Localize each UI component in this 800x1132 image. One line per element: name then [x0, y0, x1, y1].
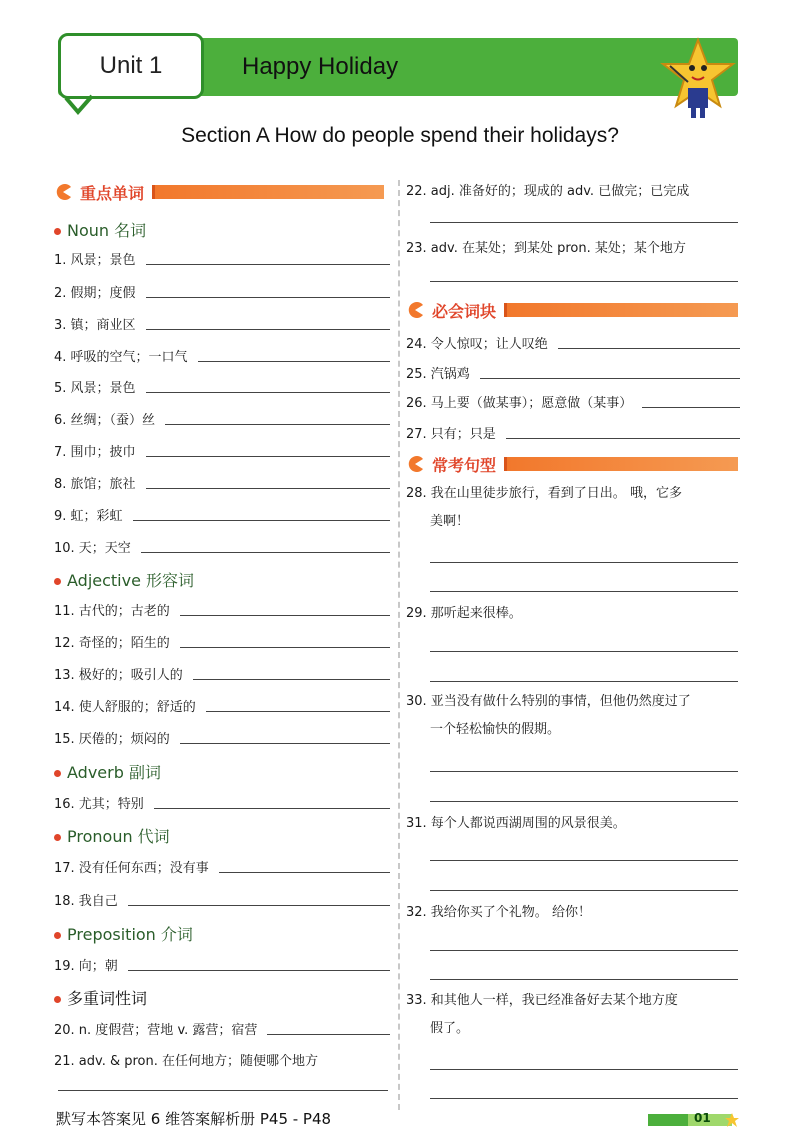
- answer-line: [430, 979, 738, 980]
- list-item: 4. 呼吸的空气；一口气: [54, 346, 390, 365]
- column-divider: [398, 180, 400, 1110]
- list-item: 13. 极好的；吸引人的: [54, 664, 390, 683]
- answer-line: [430, 281, 738, 282]
- answer-line: [430, 591, 738, 592]
- list-item: 3. 镇；商业区: [54, 314, 390, 333]
- list-item: 5. 风景；景色: [54, 377, 390, 396]
- pacman-icon: [406, 301, 424, 319]
- list-item: 23. adv. 在某处；到某处 pron. 某处；某个地方: [406, 241, 686, 256]
- list-item: 22. adj. 准备好的；现成的 adv. 已做完；已完成: [406, 184, 690, 199]
- answer-line: [430, 860, 738, 861]
- answer-line: [58, 1090, 388, 1091]
- heading-phrases: [406, 300, 738, 320]
- answer-line: [430, 681, 738, 682]
- list-item: 8. 旅馆；旅社: [54, 473, 390, 492]
- answer-line: [430, 1069, 738, 1070]
- answer-line: [430, 890, 738, 891]
- list-item: 27. 只有；只是: [406, 423, 740, 442]
- sentence-item: 33. 和其他人一样，我已经准备好去某个地方度 假了。: [406, 993, 678, 1036]
- answer-line: [430, 801, 738, 802]
- list-item: 19. 向；朝: [54, 955, 390, 974]
- unit-title: Happy Holiday: [242, 53, 399, 80]
- page-number: 01: [694, 1111, 711, 1125]
- list-item: 25. 汽锅鸡: [406, 363, 740, 382]
- answer-line: [430, 651, 738, 652]
- heading-bar: [504, 303, 738, 317]
- list-item: 18. 我自己: [54, 890, 390, 909]
- pos-adjective: Adjective 形容词: [54, 568, 194, 591]
- pos-noun: Noun 名词: [54, 218, 146, 241]
- list-item: 7. 围巾；披巾: [54, 441, 390, 460]
- heading-text: 重点单词: [80, 183, 145, 203]
- answer-line: [430, 950, 738, 951]
- sentence-item: 29. 那听起来很棒。: [406, 606, 522, 621]
- pos-pronoun: Pronoun 代词: [54, 824, 170, 847]
- heading-bar: [504, 457, 738, 471]
- heading-text: 常考句型: [432, 455, 497, 475]
- heading-key-words: [54, 182, 384, 202]
- list-item: 12. 奇怪的；陌生的: [54, 632, 390, 651]
- list-item: 17. 没有任何东西；没有事: [54, 857, 390, 876]
- answer-line: [430, 562, 738, 563]
- answer-line: [430, 1098, 738, 1099]
- check-notch-icon: [64, 94, 94, 116]
- pos-preposition: Preposition 介词: [54, 922, 193, 945]
- pacman-icon: [406, 455, 424, 473]
- section-title: Section A How do people spend their holidays?: [181, 124, 619, 147]
- heading-text: 必会词块: [432, 301, 497, 321]
- footer-note: 默写本答案见 6 维答案解析册 P45 - P48: [56, 1110, 332, 1128]
- pos-multi: 多重词性词: [54, 986, 147, 1009]
- list-item: 1. 风景；景色: [54, 249, 390, 268]
- unit-box: [58, 33, 204, 99]
- list-item: 21. adv. & pron. 在任何地方；随便哪个地方: [54, 1054, 319, 1069]
- sentence-item: 31. 每个人都说西湖周围的风景很美。: [406, 816, 626, 831]
- sentence-item: 30. 亚当没有做什么特别的事情，但他仍然度过了 一个轻松愉快的假期。: [406, 694, 691, 737]
- answer-line: [430, 222, 738, 223]
- list-item: 6. 丝绸；（蚕）丝: [54, 409, 390, 428]
- list-item: 11. 古代的；古老的: [54, 600, 390, 619]
- heading-bar: [152, 185, 384, 199]
- heading-sentences: [406, 454, 738, 474]
- star-mascot-icon: [658, 36, 738, 120]
- unit-label: Unit 1: [99, 52, 163, 79]
- list-item: 15. 厌倦的；烦闷的: [54, 728, 390, 747]
- pos-adverb: Adverb 副词: [54, 760, 161, 783]
- answer-line: [430, 771, 738, 772]
- pacman-icon: [54, 183, 72, 201]
- list-item: 24. 令人惊叹；让人叹绝: [406, 333, 740, 352]
- list-item: 10. 天；天空: [54, 537, 390, 556]
- list-item: 20. n. 度假营；营地 v. 露营；宿营: [54, 1019, 390, 1038]
- sentence-item: 32. 我给你买了个礼物。 给你！: [406, 905, 591, 920]
- list-item: 14. 使人舒服的；舒适的: [54, 696, 390, 715]
- list-item: 2. 假期；度假: [54, 282, 390, 301]
- list-item: 26. 马上要（做某事）；愿意做（某事）: [406, 392, 740, 411]
- list-item: 9. 虹；彩虹: [54, 505, 390, 524]
- sentence-item: 28. 我在山里徒步旅行，看到了日出。 哦，它多 美啊！: [406, 486, 682, 529]
- list-item: 16. 尤其；特别: [54, 793, 390, 812]
